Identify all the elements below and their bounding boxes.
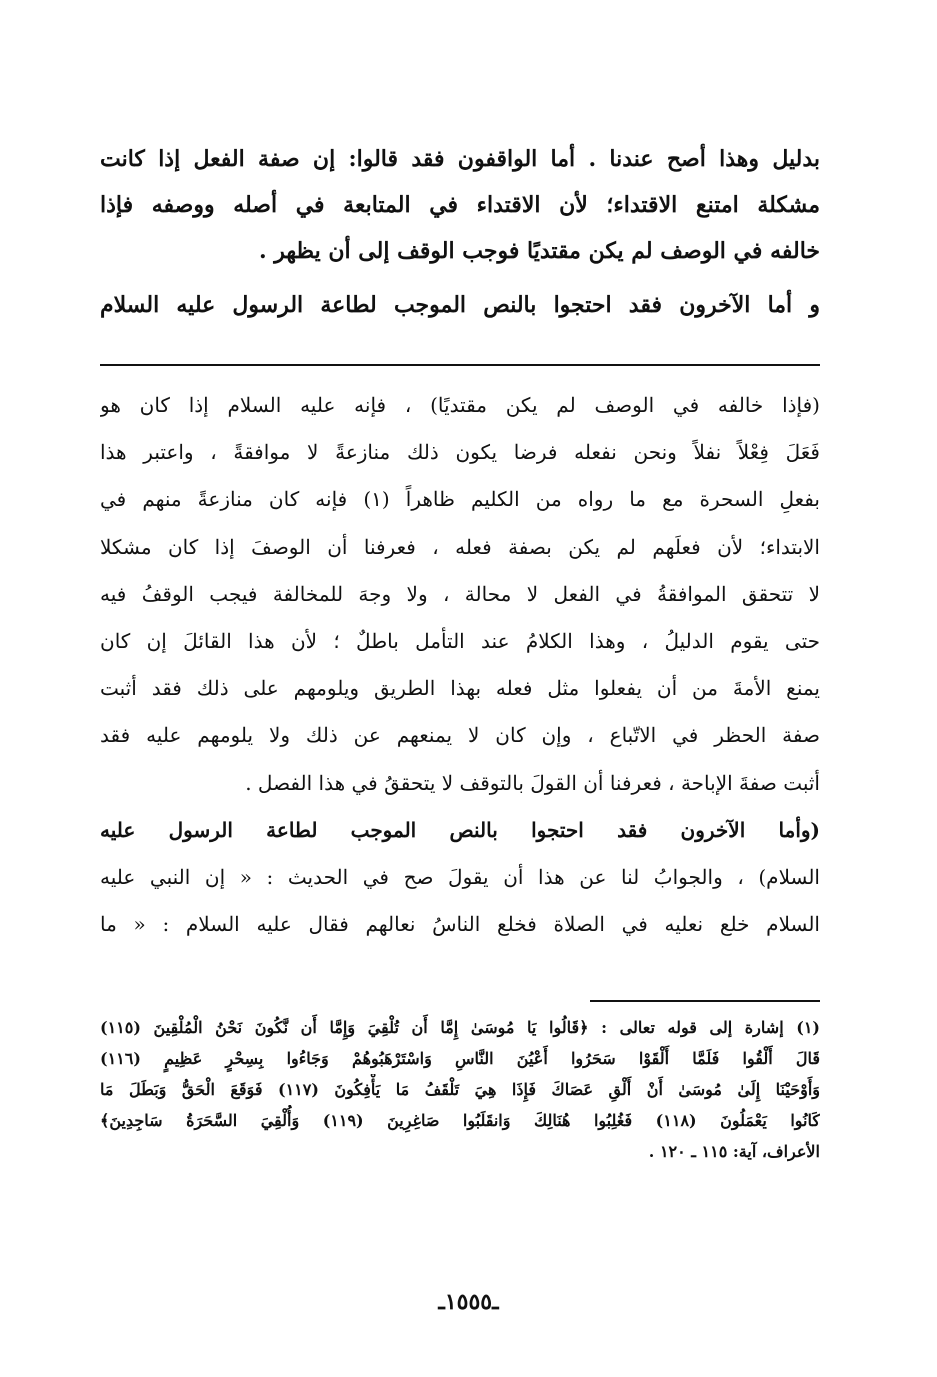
commentary-line: (فإذا خالفه في الوصف لم يكن مقتديًا) ، فإنه عليه السلام إذا كان هو — [100, 393, 820, 417]
commentary-line: الابتداء؛ لأن فعلَهم لم يكن بصفة فعله ، فعرفنا أن الوصفَ إذا كان مشكلا — [100, 534, 820, 559]
commentary-line: بفعلِ السحرة مع ما رواه من الكليم ظاهراً (١) فإنه كان منازعةً منهم في — [100, 487, 820, 512]
commentary-line: حتى يقوم الدليلُ ، وهذا الكلامُ عند التأمل باطلٌ ؛ لأن هذا القائلَ إن كان — [100, 629, 820, 654]
commentary-line: فَعَلَ فِعْلاً نفلاً ونحن نفعله فرضا يكون ذلك منازعةً لا موافقةً ، واعتبر هذا — [100, 440, 820, 465]
commentary — [100, 382, 820, 948]
footnote-line: قَالَ أَلْقُوا فَلَمَّا أَلْقَوْا سَحَرُوا أَعْيُنَ النَّاسِ وَاسْتَرْهَبُوهُمْ وَجَاءُوا بِسِحْرٍ عَظِيمٍ (١١٦) — [100, 1049, 820, 1068]
main-text — [100, 136, 820, 328]
main-text-line: خالفه في الوصف لم يكن مقتديًا فوجب الوقف إلى أن يظهر . — [258, 238, 820, 264]
commentary-line: لا تتحقق الموافقةُ في الفعل لا محالة ، ولا وجهَ للمخالفة فيجب الوقفُ فيه — [100, 581, 820, 606]
commentary-line: أثبت صفةَ الإباحة ، فعرفنا أن القولَ بالتوقف لا يتحققُ في هذا الفصل . — [245, 770, 820, 795]
main-text-line: بدليل وهذا أصح عندنا . أما الواقفون فقد قالوا: إن صفة الفعل إذا كانت — [100, 146, 820, 172]
commentary-line: السلام) ، والجوابُ لنا عن هذا أن يقولَ صح في الحديث : « إن النبي عليه — [100, 865, 820, 890]
main-text-line: و أما الآخرون فقد احتجوا بالنص الموجب لطاعة الرسول عليه السلام — [100, 292, 820, 318]
text-separator — [100, 364, 820, 366]
commentary-line: صفة الحظر في الاتّباع ، وإن كان لا يمنعهم عن ذلك ولا يلومهم عليه فقد — [100, 723, 820, 748]
main-text-line: مشكلة امتنع الاقتداء؛ لأن الاقتداء في المتابعة في أصله ووصفه فإذا — [100, 192, 820, 218]
commentary-line: يمنع الأمةَ من أن يفعلوا مثل فعله بهذا الطريق ويلومهم على ذلك فقد أثبت — [100, 676, 820, 701]
commentary-line: السلام خلع نعليه في الصلاة فخلع الناسُ نعالهم فقال عليه السلام : « ما — [100, 912, 820, 937]
page-number: ـ١٥٥٥ـ — [438, 1289, 499, 1315]
commentary-line: (وأما الآخرون فقد احتجوا بالنص الموجب لطاعة الرسول عليه — [100, 817, 820, 842]
footnote-line: (١) إشارة إلى قوله تعالى : ﴿قَالُوا يَا مُوسَىٰ إِمَّا أَن تُلْقِيَ وَإِمَّا أَن نَّكُونَ نَحْنُ الْمُلْقِينَ (١١٥) — [100, 1018, 820, 1037]
footnote-line: وَأَوْحَيْنَا إِلَىٰ مُوسَىٰ أَنْ أَلْقِ عَصَاكَ فَإِذَا هِيَ تَلْقَفُ مَا يَأْفِكُونَ (١١٧) فَوَقَعَ الْحَقُّ وَبَطَلَ مَا — [100, 1080, 820, 1099]
footnote-line: كَانُوا يَعْمَلُونَ (١١٨) فَغُلِبُوا هُنَالِكَ وَانقَلَبُوا صَاغِرِينَ (١١٩) وَأُلْقِيَ السَّحَرَةُ سَاجِدِينَ﴾ — [100, 1111, 820, 1130]
footnote-separator — [590, 1000, 820, 1002]
footnote-line: الأعراف، آية: ١١٥ ـ ١٢٠ . — [648, 1142, 820, 1161]
footnote — [100, 1012, 820, 1167]
